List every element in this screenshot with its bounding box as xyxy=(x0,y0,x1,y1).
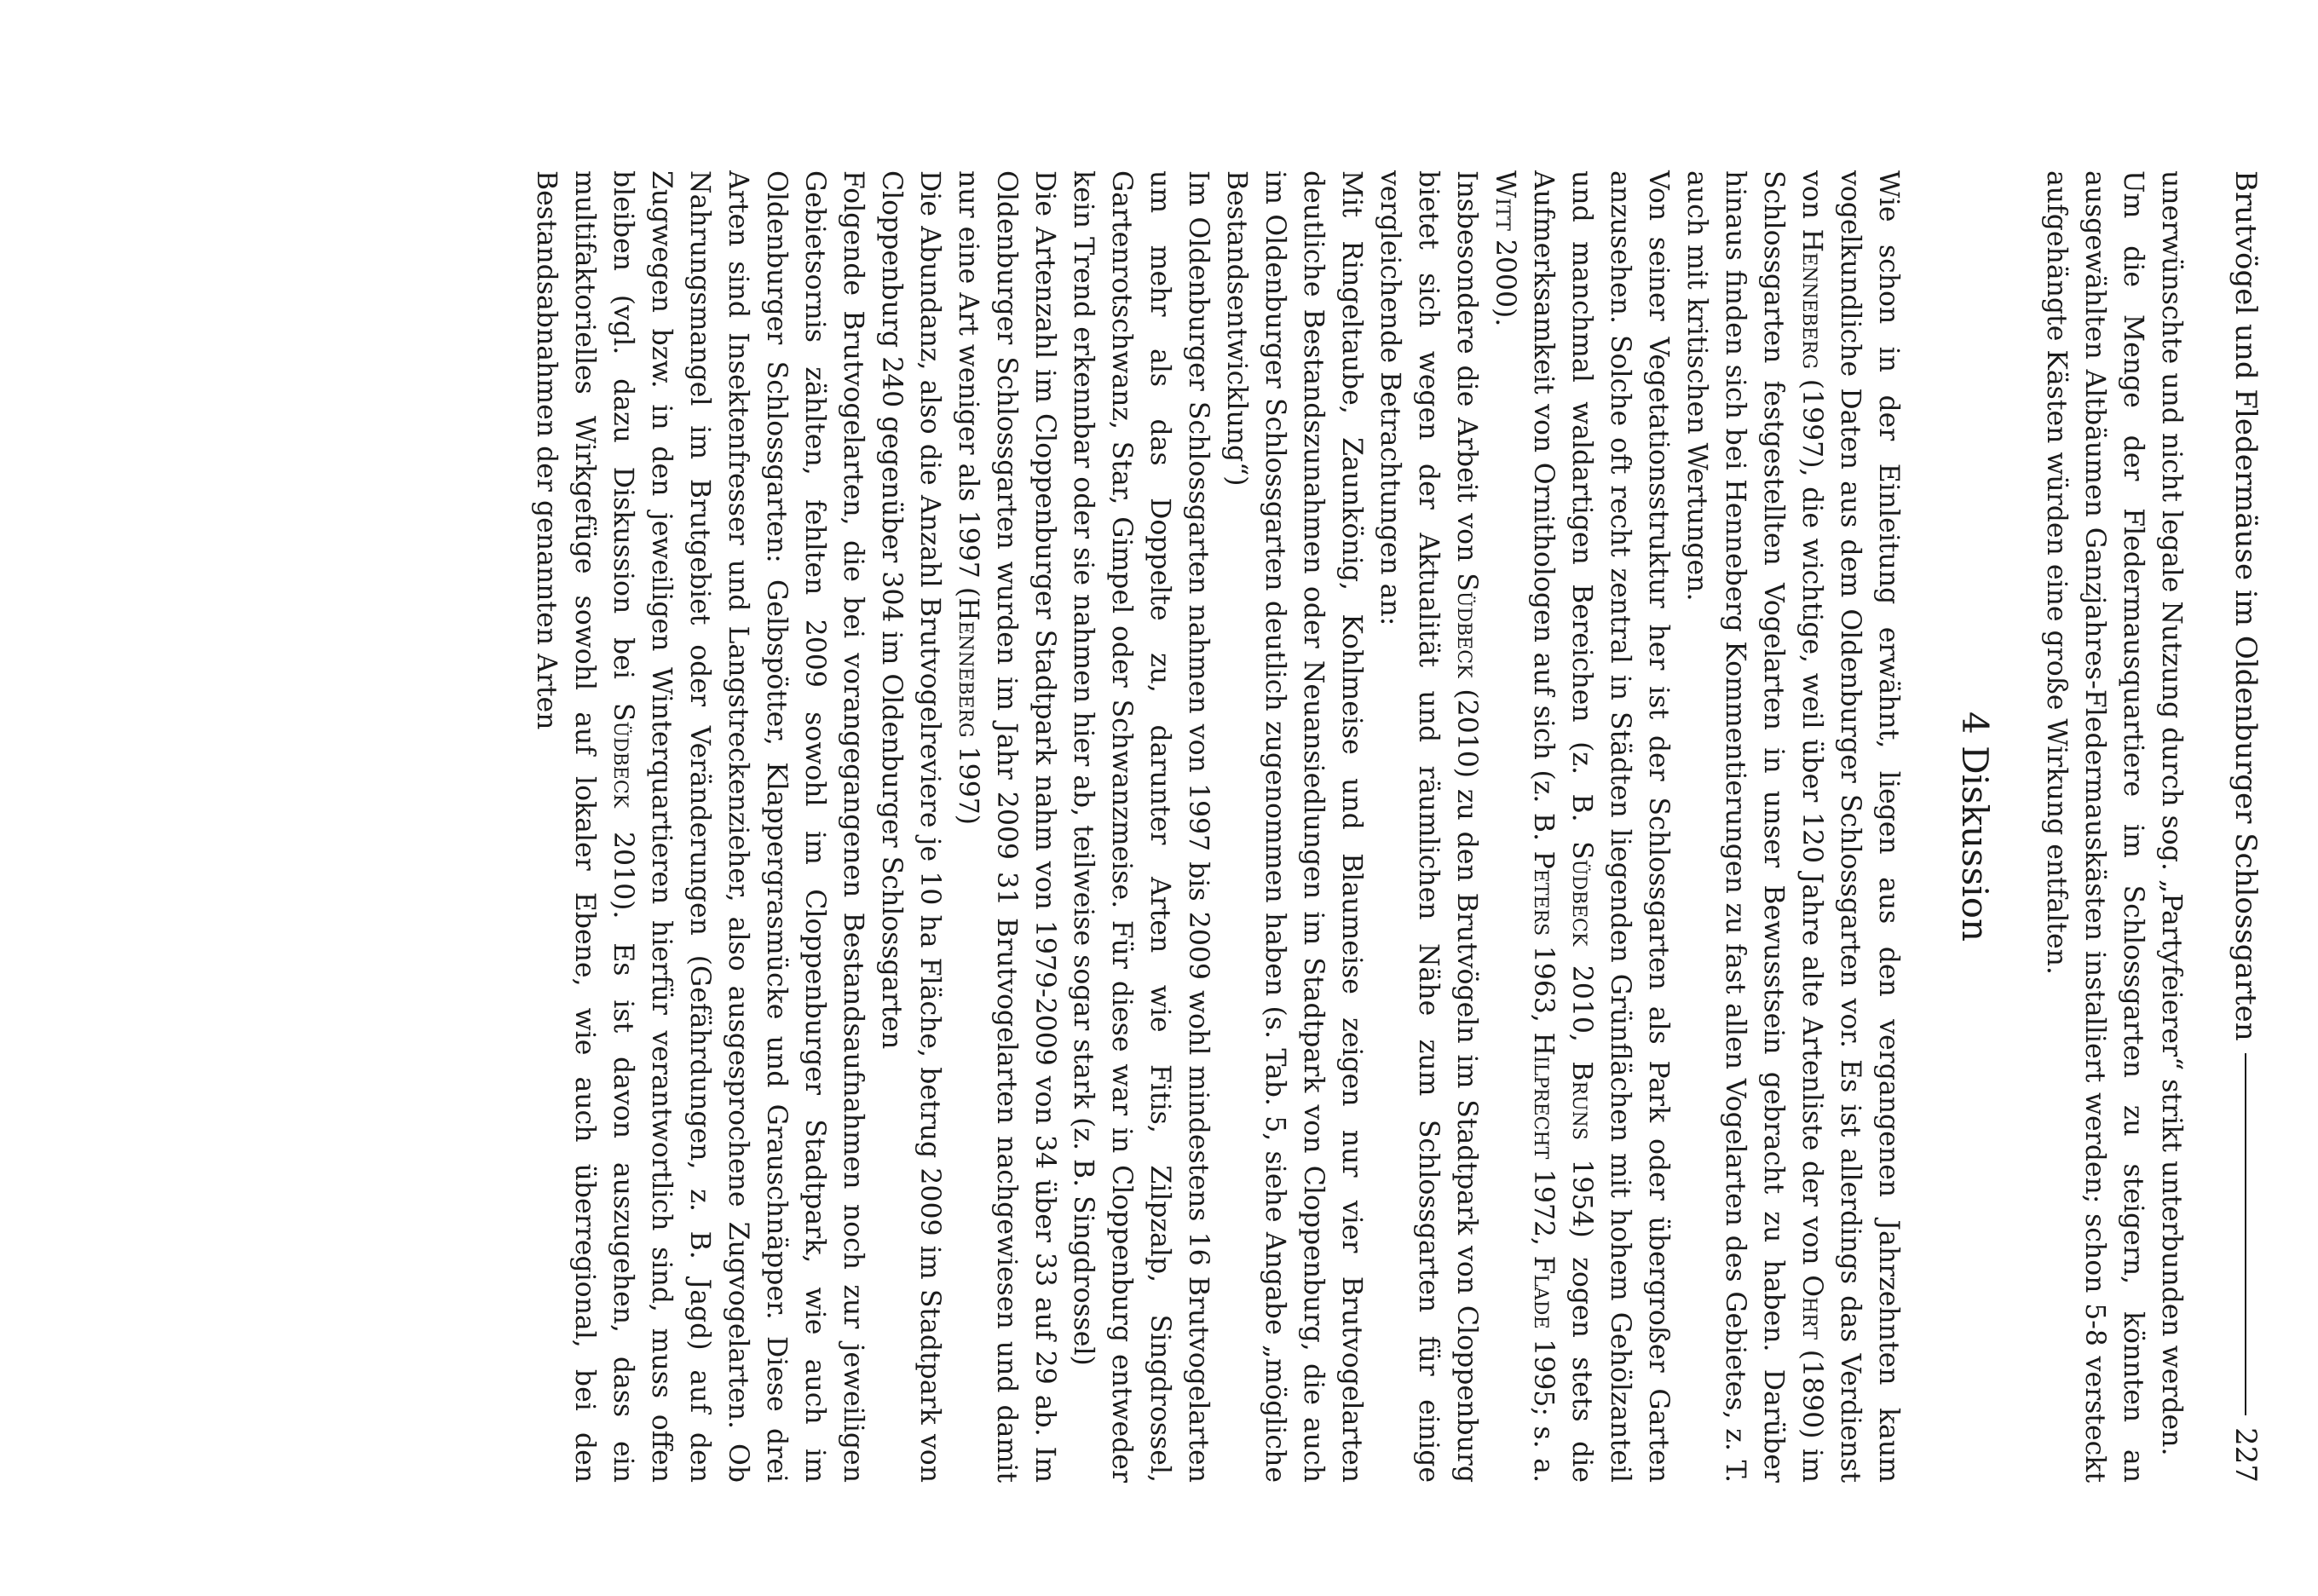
intro-paragraph-2: Um die Menge der Fledermausquartiere im Schlossgarten zu steigern, könnten an ausgewählten Altbäumen Ganzjahres-Fledermauskästen installiert werden; schon 5-8 versteckt aufgehängte Kästen würden eine große Wirkung entfalten. xyxy=(2041,170,2148,1483)
citation-author: Flade xyxy=(1528,1255,1559,1329)
section-heading: 4 Diskussion xyxy=(1954,711,1996,942)
citation-author: Witt xyxy=(1490,170,1520,231)
running-header xyxy=(2216,170,2275,1483)
discussion-paragraph-3: Insbesondere die Arbeit von Südbeck (2010) zu den Brutvögeln im Stadtpark von Cloppenburg bietet sich wegen der Aktualität und räumlichen Nähe zum Schlossgarten für einige vergleichende Betrachtungen an: xyxy=(1375,170,1482,1483)
citation-author: Südbeck xyxy=(608,702,638,809)
citation-author: Peters xyxy=(1528,850,1559,936)
intro-paragraph-1: unerwünschte und nicht legale Nutzung durch sog. „Partyfeierer“ strikt unterbunden werden. xyxy=(2156,170,2187,1456)
citation-author: Henneberg xyxy=(953,597,983,738)
citation-author: Südbeck xyxy=(1451,573,1482,678)
citation-author: Henneberg xyxy=(1796,228,1827,370)
citation-author: Hilprecht xyxy=(1528,1032,1559,1160)
discussion-paragraph-4: Mit Ringeltaube, Zaunkönig, Kohlmeise und Blaumeise zeigen nur vier Brutvogelarten deutliche Bestandszunahmen oder Neuansiedlungen im Stadtpark von Cloppenburg, die auch im Oldenburger Schlossgarten deutlich zugenommen haben (s. Tab. 5, siehe Angabe „mögliche Bestandsentwicklung“) xyxy=(1221,170,1367,1483)
discussion-paragraph-7: Die Abundanz, also die Anzahl Brutvogelreviere je 10 ha Fläche, betrug 2009 im Stadtpark von Cloppenburg 240 gegenüber 304 im Oldenburger Schlossgarten xyxy=(876,170,945,1483)
header-rule xyxy=(2245,1053,2246,1415)
discussion-paragraph-5: Im Oldenburger Schlossgarten nahmen von 1997 bis 2009 wohl mindestens 16 Brutvogelarten um mehr als das Doppelte zu, darunter Arten wie Fitis, Zilpzalp, Singdrossel, Gartenrotschwanz, Star, Gimpel oder Schwanzmeise. Für diese war in Cloppenburg entweder kein Trend erkennbar oder sie nahmen hier ab, teilweise sogar stark (z. B. Singdrossel) xyxy=(1068,170,1214,1483)
running-title: Brutvögel und Fledermäuse im Oldenburger Schlossgarten xyxy=(2229,170,2263,1041)
page-body xyxy=(527,170,2190,1483)
citation-author: Bruns xyxy=(1566,1061,1597,1140)
discussion-paragraph-6: Die Artenzahl im Cloppenburger Stadtpark nahm von 1979-2009 von 34 über 33 auf 29 ab. Im Oldenburger Schlossgarten wurden im Jahr 2009 31 Brutvogelarten nachgewiesen und damit nur eine Art weniger als 1997 (Henneberg 1997) xyxy=(953,170,1060,1483)
section-gap xyxy=(1996,170,2037,1483)
discussion-paragraph-8: Folgende Brutvogelarten, die bei vorangegangenen Bestandsaufnahmen noch zur jeweiligen Gebietsornis zählten, fehlten 2009 sowohl im Cloppenburger Stadtpark, wie auch im Oldenburger Schlossgarten: Gelbspötter, Klappergrasmücke und Grauschnäpper. Diese drei Arten sind Insektenfresser und Langstreckenzieher, also ausgesprochene Zugvogelarten. Ob Nahrungsmangel im Brutgebiet oder Veränderungen (Gefährdungen, z. B. Jagd) auf den Zugwegen bzw. in den jeweiligen Winterquartieren hierfür verantwortlich sind, muss offen bleiben (vgl. dazu Diskussion bei Südbeck 2010). Es ist davon auszugehen, dass ein multifaktorielles Wirkgefüge sowohl auf lokaler Ebene, wie auch überregional, bei den Bestandsabnahmen der genannten Arten xyxy=(531,170,868,1483)
page-number: 227 xyxy=(2229,1427,2263,1483)
discussion-paragraph-1: Wie schon in der Einleitung erwähnt, liegen aus den vergangenen Jahrzehnten kaum vogelkundliche Daten aus dem Oldenburger Schlossgarten vor. Es ist allerdings das Verdienst von Henneberg (1997), die wichtige, weil über 120 Jahre alte Artenliste der von Ohrt (1890) im Schlossgarten festgestellten Vogelarten in unser Bewusstsein gebracht zu haben. Darüber hinaus finden sich bei Henneberg Kommentierungen zu fast allen Vogelarten des Gebietes, z. T. auch mit kritischen Wertungen. xyxy=(1681,170,1904,1484)
citation-author: Südbeck xyxy=(1566,841,1597,947)
citation-author: Ohrt xyxy=(1796,1275,1827,1340)
discussion-paragraph-2: Von seiner Vegetationsstruktur her ist der Schlossgarten als Park oder übergroßer Garten anzusehen. Solche oft recht zentral in Städten liegenden Grünflächen mit hohem Gehölzanteil und manchmal waldartigen Bereichen (z. B. Südbeck 2010, Bruns 1954) zogen stets die Aufmerksamkeit von Ornithologen auf sich (z. B. Peters 1963, Hilprecht 1972, Flade 1995; s. a. Witt 2000). xyxy=(1490,170,1674,1483)
